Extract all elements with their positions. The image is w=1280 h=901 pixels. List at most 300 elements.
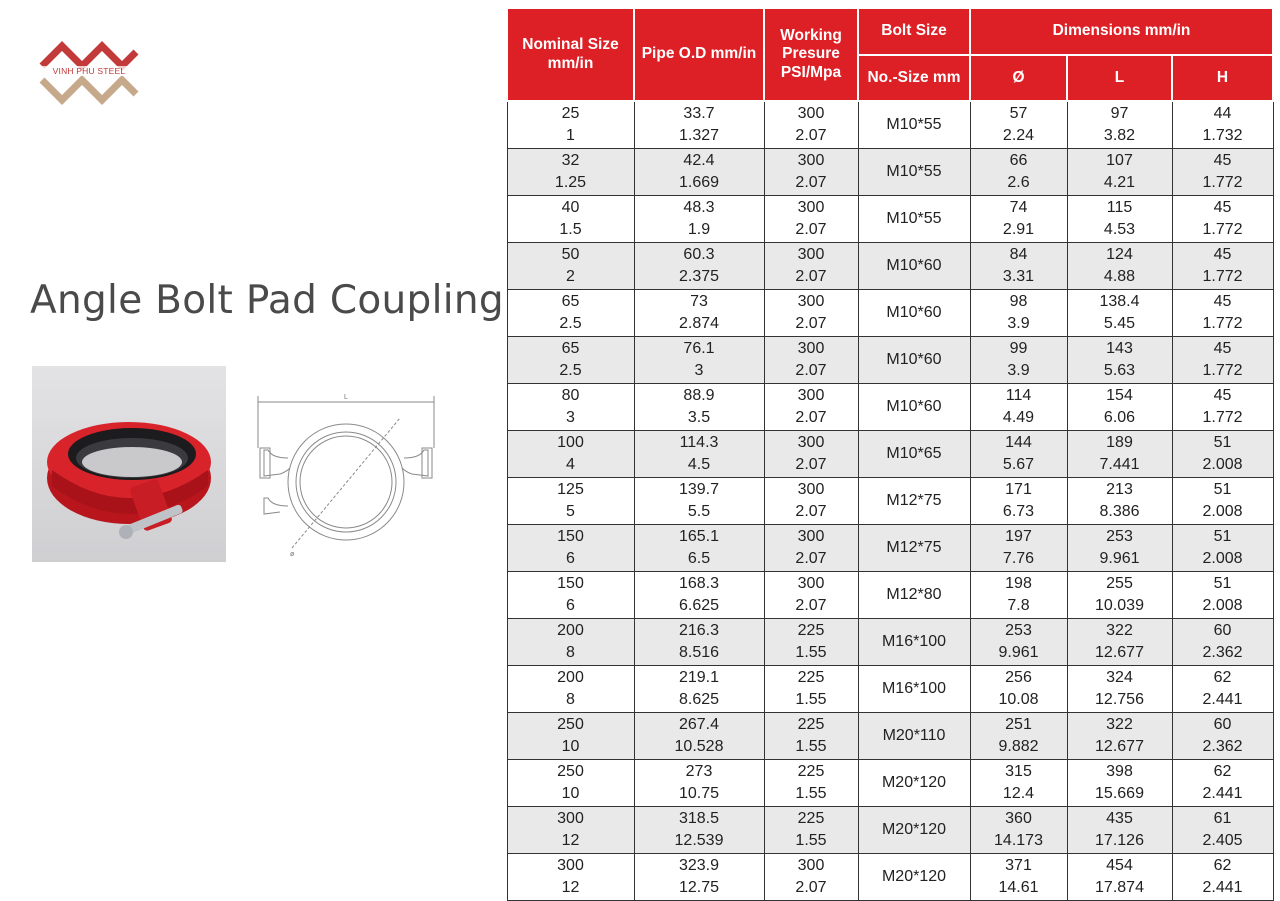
cell-dim-h-value-secondary: 2.008 (1202, 550, 1243, 567)
cell-dim-h-value: 45 (1213, 245, 1232, 263)
cell-dim-h-value-secondary: 1.772 (1202, 221, 1243, 238)
cell-dim-phi-value-secondary: 5.67 (1002, 456, 1035, 473)
cell-nominal-size-value-secondary: 10 (561, 785, 580, 802)
cell-dim-h-value-secondary: 2.362 (1202, 738, 1243, 755)
cell-pipe-od (634, 101, 764, 149)
cell-dim-h-value-secondary: 2.008 (1202, 456, 1243, 473)
cell-nominal-size-value: 100 (557, 433, 584, 451)
cell-working-pressure-value-secondary: 2.07 (795, 362, 827, 379)
cell-dim-h-value-secondary: 1.772 (1202, 268, 1243, 285)
cell-bolt-size-value: M10*60 (886, 256, 942, 274)
cell-dim-l (1067, 525, 1172, 572)
cell-nominal-size-value: 300 (557, 856, 584, 874)
cell-dim-h-value: 61 (1213, 809, 1232, 827)
cell-dim-l-value-secondary: 7.441 (1099, 456, 1140, 473)
cell-dim-phi (970, 525, 1067, 572)
cell-bolt-size-value: M10*55 (886, 162, 942, 180)
cell-dim-l-value-secondary: 15.669 (1095, 785, 1144, 802)
cell-pipe-od-value: 76.1 (683, 339, 715, 357)
cell-bolt-size (858, 243, 970, 290)
cell-working-pressure (764, 478, 858, 525)
cell-working-pressure (764, 807, 858, 854)
cell-working-pressure-value: 225 (797, 762, 825, 780)
cell-dim-l (1067, 713, 1172, 760)
cell-dim-h (1172, 572, 1273, 619)
cell-dim-h-value: 62 (1213, 762, 1232, 780)
cell-pipe-od-value-secondary: 2.874 (678, 315, 720, 332)
cell-pipe-od (634, 807, 764, 854)
cell-dim-phi-value: 256 (1005, 668, 1032, 686)
cell-pipe-od-value-secondary: 8.516 (678, 644, 720, 661)
cell-dim-phi-value-secondary: 10.08 (998, 691, 1039, 708)
table-row (507, 807, 1273, 854)
cell-dim-h-value: 45 (1213, 386, 1232, 404)
cell-bolt-size (858, 478, 970, 525)
cell-dim-h-value: 51 (1213, 527, 1232, 545)
cell-pipe-od-value-secondary: 3.5 (687, 409, 711, 426)
cell-dim-l-value-secondary: 12.677 (1095, 644, 1144, 661)
cell-dim-h (1172, 854, 1273, 901)
cell-bolt-size-value: M12*75 (886, 491, 942, 509)
cell-working-pressure-value: 225 (797, 668, 825, 686)
cell-working-pressure (764, 431, 858, 478)
cell-working-pressure (764, 290, 858, 337)
cell-working-pressure (764, 525, 858, 572)
cell-dim-l (1067, 666, 1172, 713)
cell-dim-l (1067, 337, 1172, 384)
cell-dim-l-value: 115 (1106, 198, 1133, 216)
table-row (507, 149, 1273, 196)
cell-dim-l-value-secondary: 3.82 (1103, 127, 1136, 144)
cell-pipe-od (634, 384, 764, 431)
cell-dim-phi (970, 243, 1067, 290)
cell-working-pressure-value-secondary: 1.55 (795, 644, 827, 661)
cell-pipe-od-value: 273 (685, 762, 713, 780)
cell-dim-l-value-secondary: 12.677 (1095, 738, 1144, 755)
cell-dim-h-value-secondary: 2.441 (1202, 691, 1243, 708)
table-row (507, 854, 1273, 901)
cell-nominal-size (507, 760, 634, 807)
cell-dim-h (1172, 713, 1273, 760)
cell-dim-phi-value-secondary: 7.76 (1002, 550, 1035, 567)
cell-nominal-size-value: 32 (561, 151, 580, 169)
cell-dim-h-value-secondary: 2.441 (1202, 879, 1243, 896)
cell-dim-h-value: 60 (1213, 621, 1232, 639)
cell-bolt-size (858, 149, 970, 196)
cell-dim-phi-value-secondary: 12.4 (1002, 785, 1035, 802)
cell-dim-phi (970, 431, 1067, 478)
cell-nominal-size (507, 243, 634, 290)
cell-bolt-size (858, 384, 970, 431)
cell-dim-l-value: 154 (1106, 386, 1133, 404)
cell-bolt-size-value: M12*75 (886, 538, 942, 556)
cell-working-pressure-value: 300 (797, 292, 825, 310)
cell-working-pressure (764, 196, 858, 243)
cell-working-pressure-value-secondary: 2.07 (795, 268, 827, 285)
cell-nominal-size (507, 666, 634, 713)
cell-nominal-size-value: 80 (561, 386, 580, 404)
cell-pipe-od-value: 48.3 (683, 198, 715, 216)
cell-nominal-size (507, 525, 634, 572)
table-row (507, 713, 1273, 760)
cell-dim-l-value: 322 (1106, 621, 1133, 639)
cell-dim-h-value: 45 (1213, 339, 1232, 357)
cell-nominal-size (507, 431, 634, 478)
cell-dim-phi-value: 74 (1009, 198, 1028, 216)
cell-dim-phi-value: 98 (1009, 292, 1028, 310)
cell-working-pressure-value-secondary: 2.07 (795, 597, 827, 614)
cell-working-pressure-value-secondary: 1.55 (795, 738, 827, 755)
cell-nominal-size (507, 337, 634, 384)
cell-dim-l (1067, 807, 1172, 854)
header-working-pressure: Working Presure PSI/Mpa (764, 8, 858, 101)
cell-bolt-size-value: M20*120 (881, 773, 947, 791)
cell-pipe-od (634, 196, 764, 243)
cell-dim-l-value: 138.4 (1099, 292, 1140, 310)
cell-working-pressure-value-secondary: 2.07 (795, 315, 827, 332)
cell-nominal-size-value-secondary: 6 (566, 597, 575, 614)
cell-dim-phi-value-secondary: 14.61 (998, 879, 1039, 896)
table-row (507, 196, 1273, 243)
cell-working-pressure-value: 300 (797, 480, 825, 498)
cell-nominal-size-value: 40 (561, 198, 580, 216)
cell-working-pressure-value: 300 (797, 151, 825, 169)
spec-table (506, 7, 1274, 901)
cell-dim-phi (970, 290, 1067, 337)
cell-dim-l-value-secondary: 17.874 (1095, 879, 1144, 896)
cell-bolt-size-value: M10*55 (886, 115, 942, 133)
technical-drawing (250, 388, 440, 564)
brand-name: VINH PHU STEEL (36, 66, 142, 76)
cell-pipe-od-value: 323.9 (678, 856, 720, 874)
cell-dim-phi (970, 337, 1067, 384)
cell-dim-phi-value-secondary: 2.91 (1002, 221, 1035, 238)
cell-dim-l-value-secondary: 10.039 (1095, 597, 1144, 614)
cell-dim-l (1067, 854, 1172, 901)
cell-nominal-size-value-secondary: 2.5 (559, 362, 582, 379)
cell-dim-h (1172, 760, 1273, 807)
cell-dim-h-value: 44 (1213, 104, 1232, 122)
cell-dim-h-value: 51 (1213, 480, 1232, 498)
cell-pipe-od-value: 139.7 (678, 480, 720, 498)
cell-dim-h-value-secondary: 1.772 (1202, 315, 1243, 332)
cell-dim-h-value: 60 (1213, 715, 1232, 733)
cell-dim-phi-value-secondary: 9.882 (998, 738, 1039, 755)
cell-working-pressure (764, 243, 858, 290)
cell-dim-phi (970, 572, 1067, 619)
cell-dim-phi (970, 619, 1067, 666)
cell-nominal-size-value: 50 (561, 245, 580, 263)
cell-dim-l-value: 255 (1106, 574, 1133, 592)
cell-working-pressure (764, 760, 858, 807)
cell-nominal-size (507, 196, 634, 243)
header-dimensions: Dimensions mm/in (970, 8, 1273, 55)
table-row (507, 431, 1273, 478)
cell-nominal-size (507, 384, 634, 431)
cell-working-pressure-value-secondary: 2.07 (795, 550, 827, 567)
header-no-size: No.-Size mm (858, 55, 970, 101)
cell-nominal-size-value: 65 (561, 339, 580, 357)
cell-working-pressure (764, 619, 858, 666)
cell-pipe-od-value: 42.4 (683, 151, 715, 169)
cell-dim-phi (970, 760, 1067, 807)
coupling-photo-icon (32, 366, 226, 562)
cell-nominal-size (507, 854, 634, 901)
cell-dim-phi (970, 149, 1067, 196)
cell-bolt-size-value: M10*60 (886, 397, 942, 415)
cell-pipe-od (634, 290, 764, 337)
cell-working-pressure-value: 225 (797, 809, 825, 827)
table-row (507, 384, 1273, 431)
header-nominal-size: Nominal Size mm/in (507, 8, 634, 101)
cell-working-pressure (764, 854, 858, 901)
cell-dim-h (1172, 666, 1273, 713)
table-row (507, 243, 1273, 290)
cell-bolt-size (858, 619, 970, 666)
cell-dim-h (1172, 337, 1273, 384)
cell-dim-h-value: 51 (1213, 574, 1232, 592)
cell-nominal-size-value: 125 (557, 480, 584, 498)
cell-dim-phi (970, 384, 1067, 431)
cell-dim-l (1067, 478, 1172, 525)
header-phi: Ø (970, 55, 1067, 101)
cell-working-pressure-value-secondary: 1.55 (795, 691, 827, 708)
cell-dim-phi (970, 807, 1067, 854)
cell-dim-phi-value: 171 (1005, 480, 1032, 498)
cell-bolt-size (858, 101, 970, 149)
table-row (507, 619, 1273, 666)
cell-dim-h-value: 45 (1213, 292, 1232, 310)
table-row (507, 760, 1273, 807)
cell-dim-phi (970, 854, 1067, 901)
cell-nominal-size-value: 150 (557, 574, 584, 592)
cell-working-pressure-value-secondary: 1.55 (795, 832, 827, 849)
header-l: L (1067, 55, 1172, 101)
cell-dim-phi-value-secondary: 2.6 (1007, 174, 1030, 191)
cell-working-pressure-value: 300 (797, 527, 825, 545)
cell-dim-l-value-secondary: 8.386 (1099, 503, 1140, 520)
cell-pipe-od-value-secondary: 12.539 (674, 832, 724, 849)
cell-pipe-od (634, 149, 764, 196)
cell-working-pressure-value-secondary: 1.55 (795, 785, 827, 802)
cell-dim-l-value: 189 (1106, 433, 1133, 451)
cell-nominal-size (507, 572, 634, 619)
cell-bolt-size-value: M20*110 (882, 726, 946, 744)
cell-dim-l-value: 97 (1110, 104, 1129, 122)
cell-dim-l-value: 107 (1106, 151, 1133, 169)
cell-dim-phi-value: 197 (1005, 527, 1032, 545)
table-row (507, 290, 1273, 337)
cell-dim-h-value-secondary: 1.732 (1202, 127, 1243, 144)
cell-bolt-size (858, 760, 970, 807)
cell-pipe-od-value: 114.3 (679, 433, 719, 451)
cell-pipe-od (634, 854, 764, 901)
cell-dim-l-value: 324 (1106, 668, 1133, 686)
header-pipe-od: Pipe O.D mm/in (634, 8, 764, 101)
cell-pipe-od (634, 243, 764, 290)
cell-nominal-size-value-secondary: 12 (561, 879, 580, 896)
cell-dim-l (1067, 243, 1172, 290)
cell-dim-l-value: 435 (1106, 809, 1133, 827)
cell-dim-l-value: 213 (1106, 480, 1133, 498)
cell-dim-phi-value: 198 (1005, 574, 1032, 592)
cell-working-pressure (764, 101, 858, 149)
cell-bolt-size-value: M10*60 (886, 303, 942, 321)
cell-dim-h-value-secondary: 2.441 (1202, 785, 1243, 802)
cell-dim-h (1172, 101, 1273, 149)
cell-pipe-od-value: 88.9 (683, 386, 715, 404)
table-row (507, 101, 1273, 149)
cell-working-pressure-value-secondary: 2.07 (795, 456, 827, 473)
cell-dim-phi-value-secondary: 4.49 (1002, 409, 1035, 426)
cell-working-pressure-value-secondary: 2.07 (795, 174, 827, 191)
cell-dim-h-value-secondary: 2.362 (1202, 644, 1243, 661)
page-title: Angle Bolt Pad Coupling (30, 278, 504, 323)
cell-dim-phi-value-secondary: 2.24 (1002, 127, 1035, 144)
cell-dim-h-value: 51 (1213, 433, 1232, 451)
cell-working-pressure-value-secondary: 2.07 (795, 221, 827, 238)
cell-dim-l-value-secondary: 4.88 (1103, 268, 1136, 285)
cell-dim-phi-value-secondary: 9.961 (998, 644, 1039, 661)
cell-working-pressure-value-secondary: 2.07 (795, 503, 827, 520)
cell-pipe-od-value-secondary: 4.5 (687, 456, 711, 473)
cell-pipe-od-value: 318.5 (678, 809, 720, 827)
cell-pipe-od-value-secondary: 1.669 (678, 174, 720, 191)
cell-nominal-size-value-secondary: 8 (566, 691, 575, 708)
cell-dim-h-value: 62 (1213, 668, 1232, 686)
cell-pipe-od (634, 525, 764, 572)
cell-dim-h (1172, 149, 1273, 196)
cell-dim-l-value: 143 (1106, 339, 1133, 357)
cell-nominal-size-value-secondary: 1 (566, 127, 575, 144)
cell-dim-phi-value: 114 (1005, 386, 1032, 404)
cell-dim-h (1172, 807, 1273, 854)
cell-pipe-od-value: 73 (690, 292, 708, 310)
cell-pipe-od (634, 760, 764, 807)
cell-bolt-size (858, 525, 970, 572)
cell-pipe-od-value-secondary: 12.75 (678, 879, 720, 896)
cell-dim-l-value-secondary: 12.756 (1095, 691, 1144, 708)
cell-dim-phi-value: 360 (1005, 809, 1032, 827)
cell-dim-l-value-secondary: 5.63 (1103, 362, 1136, 379)
cell-dim-h (1172, 478, 1273, 525)
cell-nominal-size-value: 65 (561, 292, 580, 310)
cell-pipe-od (634, 478, 764, 525)
cell-dim-h-value-secondary: 2.405 (1202, 832, 1243, 849)
cell-bolt-size (858, 713, 970, 760)
cell-pipe-od-value-secondary: 8.625 (678, 691, 720, 708)
cell-dim-l (1067, 196, 1172, 243)
cell-dim-phi-value: 144 (1005, 433, 1032, 451)
cell-pipe-od (634, 713, 764, 760)
cell-nominal-size (507, 807, 634, 854)
cell-dim-l-value-secondary: 9.961 (1099, 550, 1140, 567)
cell-dim-phi (970, 713, 1067, 760)
cell-nominal-size-value-secondary: 5 (566, 503, 575, 520)
table-row (507, 337, 1273, 384)
cell-working-pressure (764, 572, 858, 619)
drawing-dim-label: L (344, 394, 348, 401)
cell-nominal-size-value: 25 (561, 104, 580, 122)
cell-bolt-size (858, 196, 970, 243)
cell-dim-l-value: 253 (1106, 527, 1133, 545)
cell-dim-h-value-secondary: 1.772 (1202, 174, 1243, 191)
spec-table-body (507, 101, 1273, 901)
cell-pipe-od-value-secondary: 3 (694, 362, 704, 379)
cell-dim-phi-value: 57 (1009, 104, 1028, 122)
cell-working-pressure-value-secondary: 2.07 (795, 409, 827, 426)
cell-pipe-od (634, 337, 764, 384)
cell-nominal-size-value-secondary: 2.5 (559, 315, 582, 332)
cell-dim-l (1067, 149, 1172, 196)
cell-bolt-size-value: M10*65 (886, 444, 942, 462)
table-row (507, 666, 1273, 713)
cell-working-pressure-value: 300 (797, 386, 825, 404)
cell-bolt-size-value: M16*100 (881, 632, 947, 650)
cell-dim-l (1067, 101, 1172, 149)
cell-pipe-od-value: 216.3 (678, 621, 720, 639)
header-bolt-size: Bolt Size (858, 8, 970, 55)
cell-working-pressure-value-secondary: 2.07 (795, 879, 827, 896)
cell-working-pressure-value: 225 (797, 715, 825, 733)
cell-dim-phi-value: 315 (1005, 762, 1032, 780)
cell-dim-phi (970, 666, 1067, 713)
cell-pipe-od-value-secondary: 2.375 (678, 268, 720, 285)
cell-bolt-size (858, 431, 970, 478)
cell-dim-l-value-secondary: 4.53 (1103, 221, 1136, 238)
cell-working-pressure-value: 300 (797, 198, 825, 216)
cell-pipe-od (634, 666, 764, 713)
cell-dim-l (1067, 431, 1172, 478)
cell-bolt-size-value: M20*120 (881, 820, 947, 838)
table-row (507, 572, 1273, 619)
cell-working-pressure (764, 337, 858, 384)
cell-working-pressure-value: 300 (797, 574, 825, 592)
cell-bolt-size (858, 854, 970, 901)
cell-bolt-size-value: M16*100 (881, 679, 947, 697)
cell-dim-h-value-secondary: 2.008 (1202, 503, 1243, 520)
product-photo (32, 366, 226, 562)
cell-nominal-size-value: 150 (557, 527, 584, 545)
cell-dim-phi-value: 84 (1009, 245, 1028, 263)
cell-nominal-size (507, 149, 634, 196)
cell-nominal-size-value-secondary: 12 (561, 832, 580, 849)
cell-dim-l (1067, 760, 1172, 807)
table-row (507, 525, 1273, 572)
cell-nominal-size-value: 250 (557, 762, 584, 780)
cell-bolt-size (858, 666, 970, 713)
cell-bolt-size-value: M10*55 (886, 209, 942, 227)
cell-pipe-od (634, 431, 764, 478)
cell-nominal-size (507, 619, 634, 666)
cell-dim-phi-value-secondary: 6.73 (1002, 503, 1035, 520)
cell-working-pressure (764, 666, 858, 713)
cell-nominal-size-value: 250 (557, 715, 584, 733)
cell-dim-phi (970, 478, 1067, 525)
cell-pipe-od (634, 619, 764, 666)
cell-dim-h (1172, 384, 1273, 431)
coupling-drawing-icon (250, 388, 440, 564)
cell-working-pressure-value: 300 (797, 245, 825, 263)
cell-dim-l (1067, 572, 1172, 619)
cell-dim-l (1067, 290, 1172, 337)
cell-bolt-size (858, 290, 970, 337)
cell-dim-phi (970, 196, 1067, 243)
cell-dim-phi-value: 371 (1005, 856, 1032, 874)
cell-dim-l-value: 398 (1106, 762, 1133, 780)
cell-dim-h (1172, 243, 1273, 290)
cell-dim-h (1172, 196, 1273, 243)
